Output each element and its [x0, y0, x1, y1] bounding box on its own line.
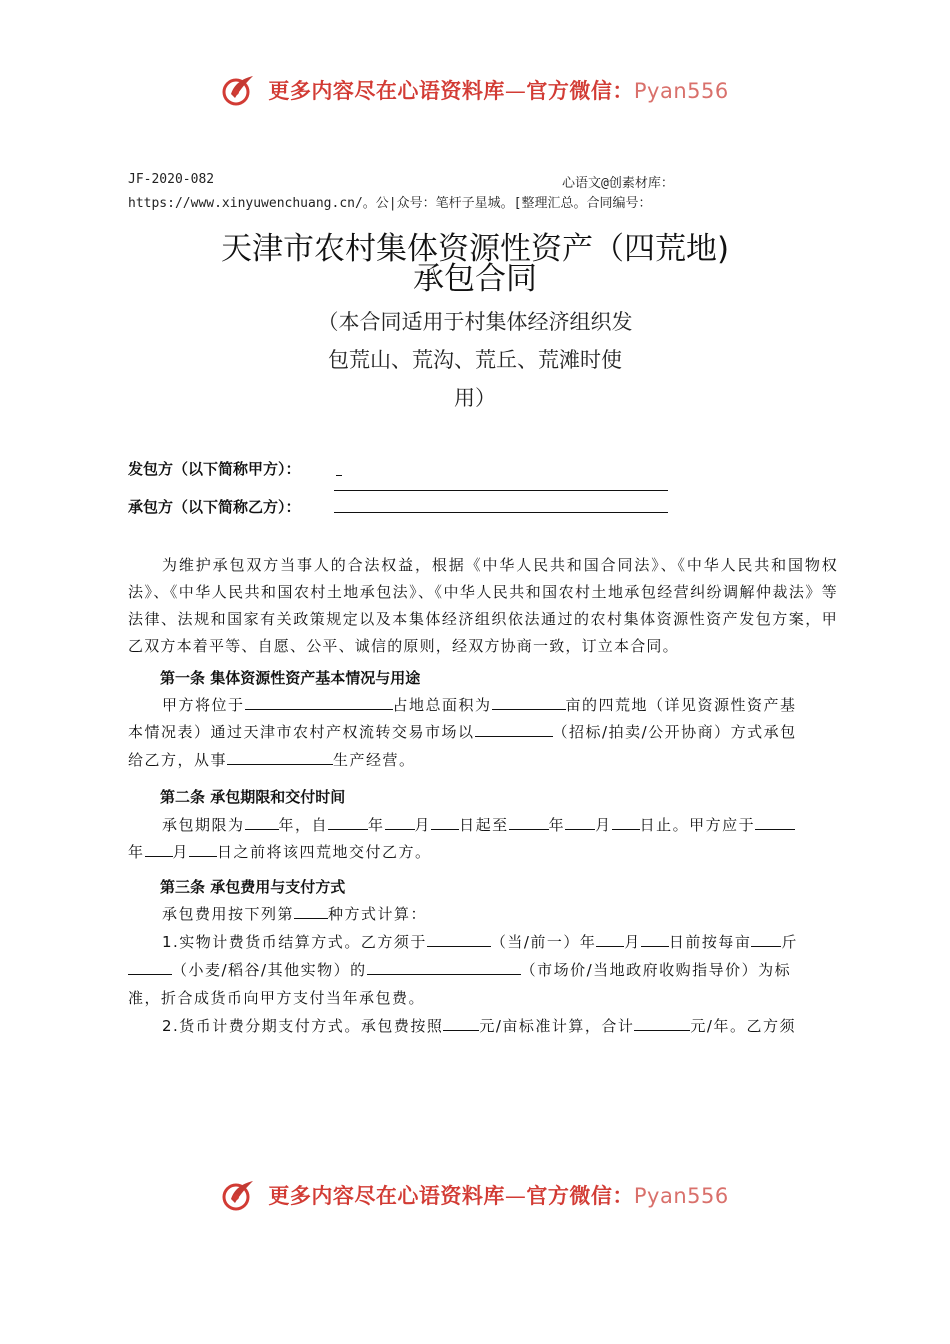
article2-line2: 年 月 日之前将该四荒地交付乙方。 [128, 843, 432, 861]
preamble: 为维护承包双方当事人的合法权益，根据《中华人民共和国合同法》、《中华人民共和国物权法》、《中华人民共和国农村土地承包法》、《中华人民共和国农村土地承包经营纠纷调解仲裁法》等法律、法规和国家有关政策规定以及本集体经济组织依法通过的农村集体资源性资产发包方案，甲乙双方本着平等、自愿、公平、诚信的原则，经双方协商一致，订立本合同。 [128, 556, 838, 655]
banner-dash: — [504, 79, 527, 103]
bottom-banner [0, 1177, 950, 1217]
party-a-label: 发包方（以下简称甲方）： [128, 460, 301, 478]
banner-text: 更多内容尽在心语资料库 [268, 79, 505, 103]
location-blank [245, 695, 393, 710]
banner-wechat-label: 官方微信： [526, 79, 634, 103]
article3-heading: 第三条 承包费用与支付方式 [160, 878, 346, 896]
page-title: 天津市农村集体资源性资产（四荒地) [220, 231, 730, 267]
article1-line3: 给乙方，从事 生产经营。 [128, 751, 416, 769]
source-label: 心语文@创素材库： [562, 176, 674, 191]
party-b-field-line [334, 512, 668, 513]
party-b-label: 承包方（以下简称乙方）： [128, 498, 301, 516]
top-banner [0, 72, 950, 112]
subtitle-line2: 包荒山、荒沟、荒丘、荒滩时使 [328, 348, 622, 372]
banner-wechat-label: 官方微信： [526, 1184, 634, 1208]
source-line: https://www.xinyuwenchuang.cn/。公|众号：笔杆子星城。[整理汇总。合同编号： [128, 196, 652, 211]
article1-line2: 本情况表）通过天津市农村产权流转交易市场以 （招标/拍卖/公开协商）方式承包 [128, 723, 797, 741]
article2-line1: 承包期限为 年，自 年 月 日起至 年 月 日止。甲方应于 [162, 814, 795, 835]
banner-wechat-id: Pyan556 [633, 1184, 729, 1208]
method-blank [475, 722, 553, 737]
subtitle-line1: （本合同适用于村集体经济组织发 [317, 310, 633, 334]
doc-code: JF-2020-082 [128, 172, 215, 187]
logo-icon [221, 1177, 257, 1213]
party-a-field-line [334, 490, 668, 491]
banner-wechat-id: Pyan556 [633, 79, 729, 103]
article1-line1: 甲方将位于 占地总面积为 亩的四荒地（详见资源性资产基 [162, 696, 797, 714]
article1-heading: 第一条 集体资源性资产基本情况与用途 [160, 669, 421, 687]
article3-line3: （小麦/稻谷/其他实物）的 （市场价/当地政府收购指导价）为标 [128, 959, 791, 980]
article3-line2: 1.实物计费货币结算方式。乙方须于 （当/前一）年 月 日前按每亩 斤 [162, 933, 798, 951]
logo-icon [221, 72, 257, 108]
article3-line4: 准，折合成货币向甲方支付当年承包费。 [128, 989, 426, 1007]
article2-heading: 第二条 承包期限和交付时间 [160, 788, 346, 806]
business-blank [227, 750, 333, 765]
banner-text: 更多内容尽在心语资料库 [268, 1184, 505, 1208]
page-title-line2: 承包合同 [413, 261, 537, 297]
article3-line1: 承包费用按下列第 种方式计算： [162, 905, 428, 923]
area-blank [492, 695, 566, 710]
banner-dash: — [504, 1184, 527, 1208]
party-a-underline [336, 475, 342, 476]
article3-line5: 2.货币计费分期支付方式。承包费按照 元/亩标准计算，合计 元/年。乙方须 [162, 1017, 796, 1035]
subtitle-line3: 用） [454, 386, 496, 410]
